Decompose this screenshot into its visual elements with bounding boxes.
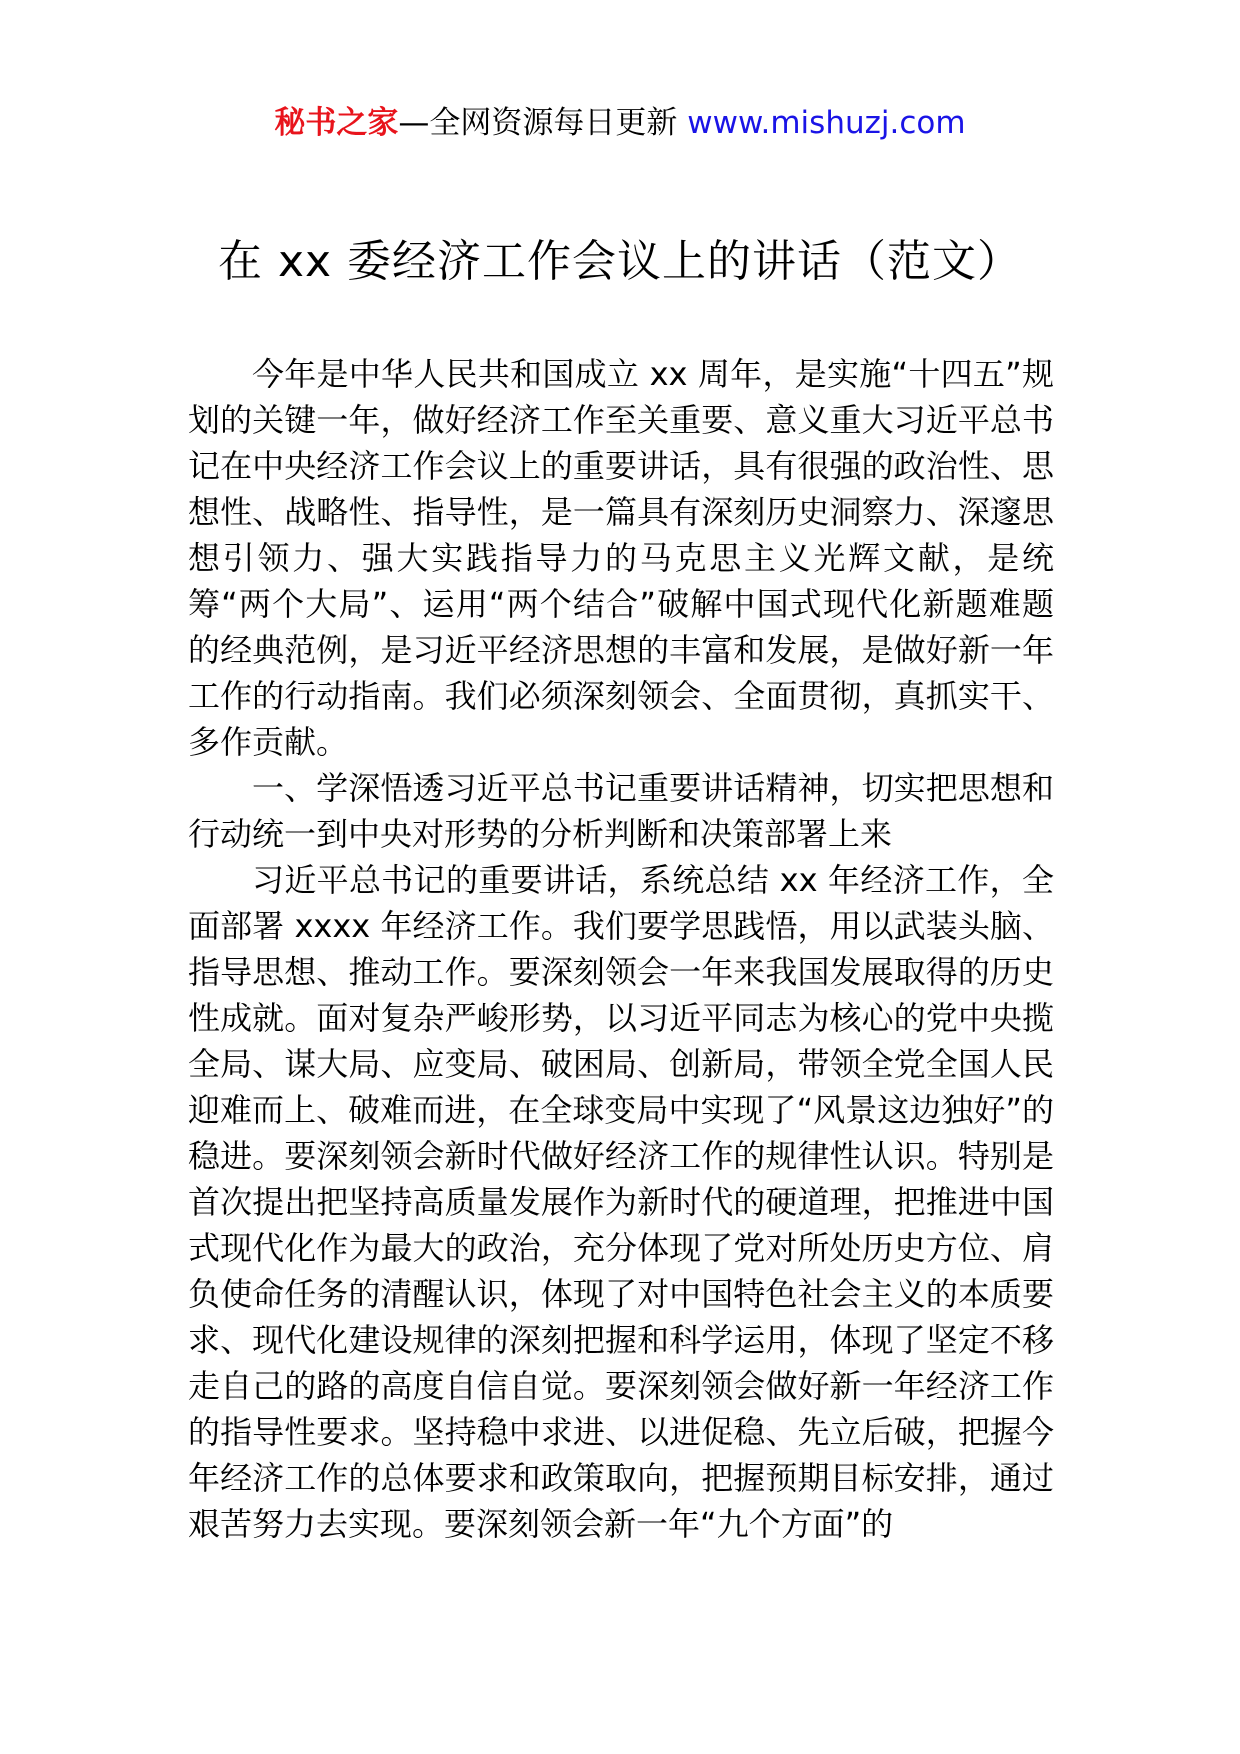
brand-name: 秘书之家 — [274, 105, 399, 141]
document-title: 在 xx 委经济工作会议上的讲话（范文） — [217, 236, 1023, 287]
site-header — [0, 100, 1240, 146]
document-body — [188, 351, 1054, 1547]
paragraph-intro: 今年是中华人民共和国成立 xx 周年，是实施“十四五”规划的关键一年，做好经济工作至关重要、意义重大习近平总书记在中央经济工作会议上的重要讲话，具有很强的政治性、思想性、战略性、指导性，是一篇具有深刻历史洞察力、深邃思想引领力、强大实践指导力的马克思主义光辉文献，是统筹“两个大局”、运用“两个结合”破解中国式现代化新题难题的经典范例，是习近平经济思想的丰富和发展，是做好新一年工作的行动指南。我们必须深刻领会、全面贯彻，真抓实干、多作贡献。 — [188, 355, 1054, 761]
header-slogan: —全网资源每日更新 — [398, 105, 678, 141]
section-heading-1: 一、学深悟透习近平总书记重要讲话精神，切实把思想和行动统一到中央对形势的分析判断和决策部署上来 — [188, 769, 1054, 853]
site-url[interactable]: www.mishuzj.com — [687, 105, 966, 141]
paragraph-section-1: 习近平总书记的重要讲话，系统总结 xx 年经济工作，全面部署 xxxx 年经济工作。我们要学思践悟，用以武装头脑、指导思想、推动工作。要深刻领会一年来我国发展取得的历史性成就。面对复杂严峻形势，以习近平同志为核心的党中央揽全局、谋大局、应变局、破困局、创新局，带领全党全国人民迎难而上、破难而进，在全球变局中实现了“风景这边独好”的稳进。要深刻领会新时代做好经济工作的规律性认识。特别是首次提出把坚持高质量发展作为新时代的硬道理，把推进中国式现代化作为最大的政治，充分体现了党对所处历史方位、肩负使命任务的清醒认识，体现了对中国特色社会主义的本质要求、现代化建设规律的深刻把握和科学运用，体现了坚定不移走自己的路的高度自信自觉。要深刻领会做好新一年经济工作的指导性要求。坚持稳中求进、以进促稳、先立后破，把握今年经济工作的总体要求和政策取向，把握预期目标安排，通过艰苦努力去实现。要深刻领会新一年“九个方面”的 — [188, 861, 1054, 1543]
